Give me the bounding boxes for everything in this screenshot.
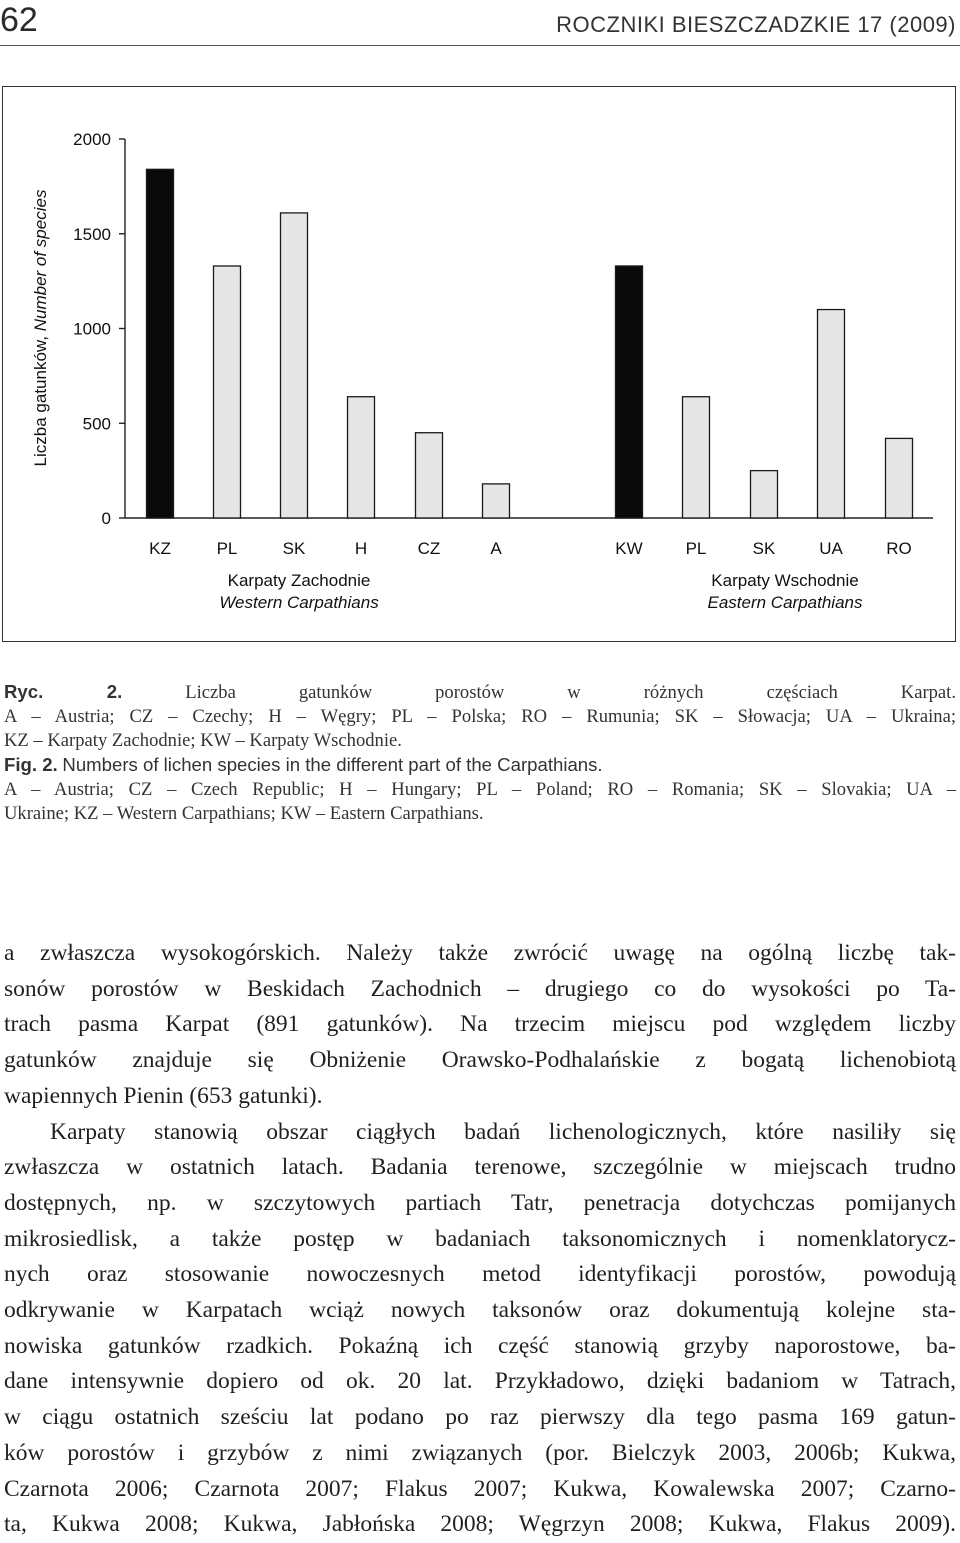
bar-pl bbox=[683, 397, 710, 518]
group-label-pl: Karpaty Zachodnie bbox=[227, 571, 371, 590]
x-tick-label: SK bbox=[282, 539, 306, 558]
caption-en-abbr-1: A – Austria; CZ – Czech Republic; H – Hungary; PL – Poland; RO – Romania; SK – Slovakia; UA – bbox=[4, 779, 956, 800]
body-line: gatunków znajduje się Obniżenie Orawsko-Podhalańskie z bogatą lichenobiotą bbox=[4, 1047, 956, 1074]
body-line: zwłaszcza w ostatnich latach. Badania terenowe, szczególnie w miejscach trudno bbox=[4, 1154, 956, 1181]
group-label-en: Western Carpathians bbox=[219, 593, 379, 612]
x-tick-label: PL bbox=[685, 539, 707, 558]
header-rule bbox=[0, 45, 960, 46]
body-text bbox=[4, 936, 956, 1543]
caption-pl-label: Ryc. 2. bbox=[4, 681, 123, 702]
caption-en-abbr-2: Ukraine; KZ – Western Carpathians; KW – Eastern Carpathians. bbox=[4, 803, 484, 824]
y-tick-label: 1000 bbox=[73, 319, 111, 339]
y-tick-label: 0 bbox=[101, 509, 111, 528]
bar-ua bbox=[818, 310, 845, 518]
caption-en-label: Fig. 2. bbox=[4, 754, 58, 775]
paragraph-2 bbox=[4, 1115, 956, 1543]
x-tick-label: SK bbox=[752, 539, 776, 558]
body-line: Czarnota 2006; Czarnota 2007; Flakus 2007; Kukwa, Kowalewska 2007; Czarno- bbox=[4, 1475, 956, 1502]
caption-pl-abbr-1: A – Austria; CZ – Czechy; H – Węgry; PL – Polska; RO – Rumunia; SK – Słowacja; UA – Ukraina; bbox=[4, 706, 956, 727]
y-tick-label: 1500 bbox=[73, 224, 111, 244]
body-line: dostępnych, np. w szczytowych partiach Tatr, penetracja dotychczas pomijanych bbox=[4, 1189, 956, 1216]
body-line: w ciągu ostatnich sześciu lat podano po raz pierwszy dla tego pasma 169 gatun- bbox=[4, 1404, 956, 1431]
body-line: wapiennych Pienin (653 gatunki). bbox=[4, 1082, 323, 1109]
bar-kz bbox=[147, 169, 174, 518]
body-line: nych oraz stosowanie nowoczesnych metod identyfikacji porostów, powodują bbox=[4, 1261, 956, 1288]
caption-en-line-1 bbox=[4, 753, 956, 778]
figure-caption bbox=[4, 680, 956, 826]
bar-cz bbox=[416, 433, 443, 518]
y-axis-title-en: Number of species bbox=[31, 189, 50, 332]
group-label-en: Eastern Carpathians bbox=[707, 593, 863, 612]
running-header: ROCZNIKI BIESZCZADZKIE 17 (2009) bbox=[556, 12, 956, 37]
body-line: sonów porostów w Beskidach Zachodnich – drugiego co do wysokości po Ta- bbox=[4, 975, 956, 1002]
body-line: odkrywanie w Karpatach wciąż nowych taksonów oraz dokumentują kolejne sta- bbox=[4, 1297, 956, 1324]
x-tick-label: H bbox=[354, 539, 368, 558]
bar-pl bbox=[214, 266, 241, 518]
x-tick-label: KW bbox=[615, 539, 643, 558]
x-tick-label: KZ bbox=[149, 539, 171, 558]
body-line: ków porostów i grzybów z nimi związanych (por. Bielczyk 2003, 2006b; Kukwa, bbox=[4, 1439, 956, 1466]
page-number: 62 bbox=[0, 1, 38, 39]
x-tick-label: UA bbox=[819, 539, 843, 558]
caption-pl-line-1 bbox=[4, 680, 956, 705]
group-label-pl: Karpaty Wschodnie bbox=[711, 571, 859, 590]
y-tick-label: 2000 bbox=[73, 130, 111, 149]
bar-ro bbox=[886, 438, 913, 518]
bar-sk bbox=[751, 471, 778, 518]
bar-a bbox=[483, 484, 510, 518]
bar-kw bbox=[616, 266, 643, 518]
x-tick-label: A bbox=[490, 539, 502, 558]
bar-chart bbox=[3, 87, 957, 643]
y-axis-title-pl: Liczba gatunków, bbox=[31, 331, 50, 467]
caption-pl-title: Liczba gatunków porostów w różnych częściach Karpat. bbox=[185, 682, 956, 703]
bar-sk bbox=[281, 213, 308, 518]
body-line: Karpaty stanowią obszar ciągłych badań lichenologicznych, które nasiliły się bbox=[50, 1118, 956, 1145]
body-line: dane intensywnie dopiero od ok. 20 lat. Przykładowo, dzięki badaniom w Tatrach, bbox=[4, 1368, 956, 1395]
paragraph-1 bbox=[4, 936, 956, 1115]
x-tick-label: CZ bbox=[417, 539, 441, 558]
body-line: mikrosiedlisk, a także postęp w badaniach taksonomicznych i nomenklatorycz- bbox=[4, 1225, 956, 1252]
y-axis-title bbox=[31, 189, 50, 466]
body-line: nowiska gatunków rzadkich. Pokaźną ich część stanowią grzyby naporostowe, ba- bbox=[4, 1332, 956, 1359]
bar-h bbox=[348, 397, 375, 518]
x-tick-label: PL bbox=[216, 539, 238, 558]
y-tick-label: 500 bbox=[82, 414, 111, 434]
caption-en-title: Numbers of lichen species in the different part of the Carpathians. bbox=[62, 754, 603, 775]
body-line: a zwłaszcza wysokogórskich. Należy także zwrócić uwagę na ogólną liczbę tak- bbox=[4, 940, 956, 966]
x-tick-label: RO bbox=[886, 539, 912, 558]
body-line: ta, Kukwa 2008; Kukwa, Jabłońska 2008; Węgrzyn 2008; Kukwa, Flakus 2009). bbox=[4, 1511, 956, 1538]
figure-frame bbox=[2, 86, 956, 642]
body-line: trach pasma Karpat (891 gatunków). Na trzecim miejscu pod względem liczby bbox=[4, 1011, 956, 1038]
caption-pl-abbr-2: KZ – Karpaty Zachodnie; KW – Karpaty Wschodnie. bbox=[4, 730, 402, 751]
